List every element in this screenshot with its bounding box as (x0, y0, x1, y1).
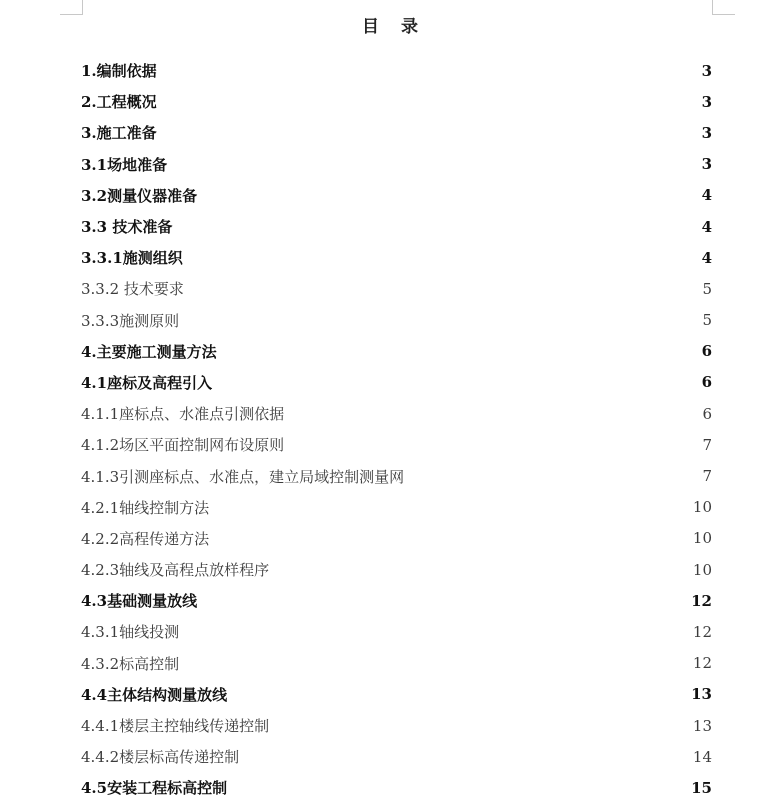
toc-entry[interactable] (81, 86, 712, 117)
toc-entry-page-number: 13 (691, 685, 712, 704)
toc-entry-text[interactable]: 4.4.1楼层主控轴线传递控制 (81, 717, 270, 736)
toc-entry-text[interactable]: 4.3.1轴线投测 (81, 623, 180, 642)
toc-list (81, 55, 712, 804)
toc-entry[interactable] (81, 305, 712, 336)
toc-entry-page-number: 10 (692, 529, 712, 548)
toc-entry-text[interactable]: 4.2.2高程传递方法 (81, 529, 210, 548)
toc-entry[interactable] (81, 523, 712, 554)
toc-entry[interactable] (81, 429, 712, 460)
toc-entry-page-number: 3 (701, 61, 712, 80)
toc-entry-page-number: 4 (701, 186, 712, 205)
toc-entry-text[interactable]: 2.工程概况 (81, 93, 157, 112)
toc-entry[interactable] (81, 367, 712, 398)
toc-entry-page-number: 12 (691, 591, 712, 610)
toc-entry-text[interactable]: 4.1.3引测座标点、水准点，建立局域控制测量网 (81, 467, 405, 486)
toc-entry-text[interactable]: 3.施工准备 (81, 124, 157, 143)
toc-entry-text[interactable]: 4.1.1座标点、水准点引测依据 (81, 405, 285, 424)
toc-entry-page-number: 5 (702, 311, 712, 330)
toc-entry-text[interactable]: 3.3.2 技术要求 (81, 280, 184, 299)
toc-entry-text[interactable]: 4.4.2楼层标高传递控制 (81, 748, 240, 767)
toc-entry[interactable] (81, 554, 712, 585)
toc-entry-page-number: 6 (701, 342, 712, 361)
toc-entry-page-number: 12 (692, 654, 712, 673)
toc-entry-text[interactable]: 3.3.3施测原则 (81, 311, 180, 330)
toc-entry-text[interactable]: 4.1座标及高程引入 (81, 373, 213, 392)
toc-entry-page-number: 15 (691, 778, 712, 797)
toc-entry-page-number: 5 (702, 279, 712, 298)
toc-entry-text[interactable]: 4.3.2标高控制 (81, 654, 180, 673)
toc-entry-page-number: 7 (702, 435, 712, 454)
toc-entry-text[interactable]: 3.3 技术准备 (81, 218, 173, 237)
toc-entry-text[interactable]: 1.编制依据 (81, 62, 157, 81)
toc-entry[interactable] (81, 180, 712, 211)
toc-entry-text[interactable]: 3.2测量仪器准备 (81, 186, 198, 205)
toc-entry[interactable] (81, 149, 712, 180)
toc-entry-text[interactable]: 3.1场地准备 (81, 155, 168, 174)
toc-entry-page-number: 4 (701, 217, 712, 236)
toc-entry[interactable] (81, 55, 712, 86)
toc-entry-page-number: 4 (701, 248, 712, 267)
toc-entry-page-number: 3 (701, 92, 712, 111)
toc-entry-text[interactable]: 4.2.3轴线及高程点放样程序 (81, 561, 270, 580)
toc-entry-page-number: 7 (702, 467, 712, 486)
toc-entry-page-number: 10 (692, 498, 712, 517)
toc-entry-page-number: 12 (692, 622, 712, 641)
toc-entry[interactable] (81, 772, 712, 803)
toc-entry-text[interactable]: 3.3.1施测组织 (81, 249, 183, 268)
toc-entry-text[interactable]: 4.2.1轴线控制方法 (81, 498, 210, 517)
toc-entry-page-number: 3 (701, 155, 712, 174)
toc-entry[interactable] (81, 273, 712, 304)
toc-entry[interactable] (81, 648, 712, 679)
toc-entry[interactable] (81, 242, 712, 273)
toc-title (0, 12, 780, 37)
toc-entry-text[interactable]: 4.主要施工测量方法 (81, 342, 217, 361)
toc-entry[interactable] (81, 460, 712, 491)
toc-entry[interactable] (81, 398, 712, 429)
toc-entry[interactable] (81, 679, 712, 710)
toc-entry-text[interactable]: 4.3基础测量放线 (81, 592, 198, 611)
toc-entry-page-number: 13 (692, 716, 712, 735)
toc-entry[interactable] (81, 492, 712, 523)
toc-entry[interactable] (81, 616, 712, 647)
toc-entry-page-number: 3 (701, 123, 712, 142)
toc-entry-text[interactable]: 4.1.2场区平面控制网布设原则 (81, 436, 285, 455)
toc-entry-page-number: 6 (701, 373, 712, 392)
toc-entry-page-number: 6 (702, 404, 712, 423)
toc-entry[interactable] (81, 336, 712, 367)
toc-entry-text[interactable]: 4.4主体结构测量放线 (81, 685, 228, 704)
toc-entry[interactable] (81, 710, 712, 741)
toc-entry-page-number: 10 (692, 560, 712, 579)
toc-entry[interactable] (81, 585, 712, 616)
toc-title-char-1: 目 (362, 17, 379, 37)
toc-entry-text[interactable]: 4.5安装工程标高控制 (81, 779, 228, 798)
toc-entry[interactable] (81, 741, 712, 772)
toc-entry[interactable] (81, 117, 712, 148)
toc-entry[interactable] (81, 211, 712, 242)
toc-entry-page-number: 14 (692, 747, 712, 766)
toc-title-char-2: 录 (401, 17, 418, 37)
